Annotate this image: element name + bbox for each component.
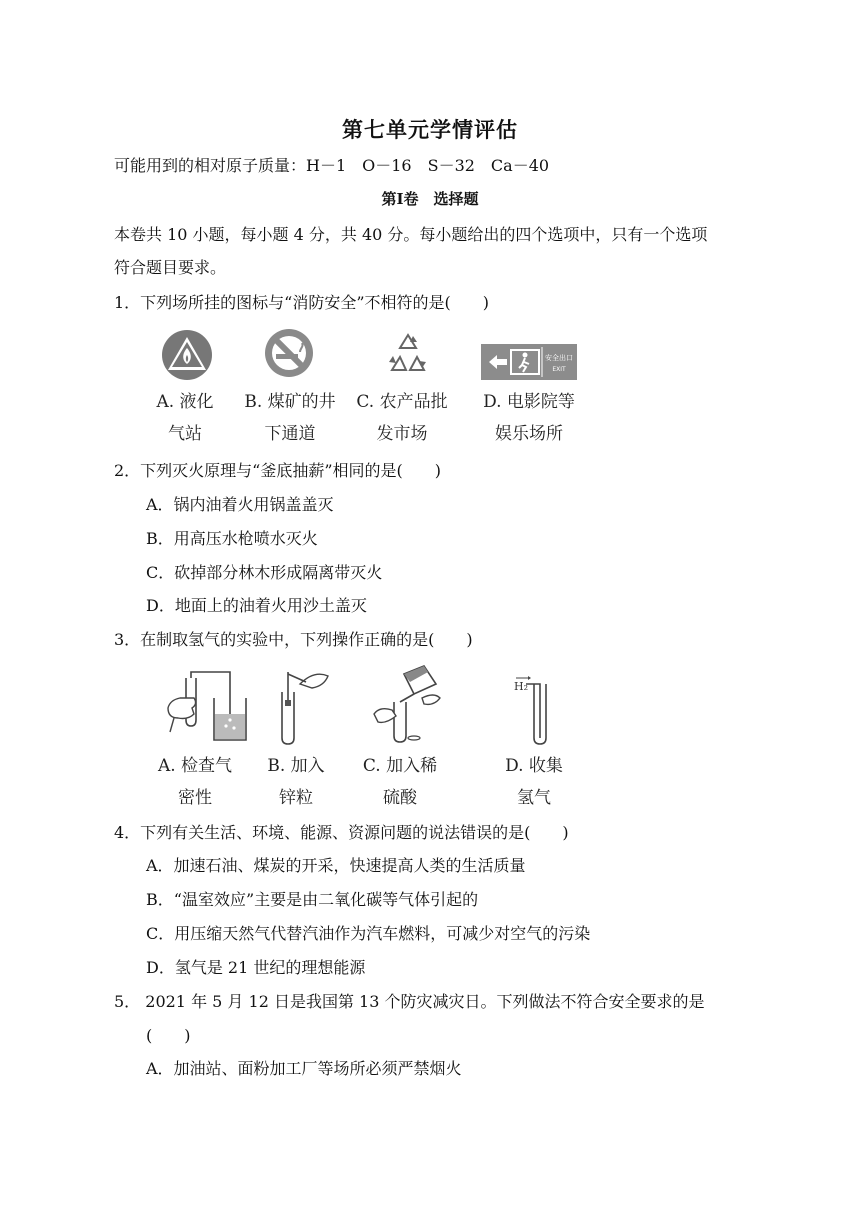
q1-option-a-image (160, 328, 214, 382)
question-1-stem: 1．下列场所挂的图标与“消防安全”不相符的是( ) (114, 293, 490, 312)
q2-option-a: A．锅内油着火用锅盖盖灭 (146, 495, 334, 514)
exit-sign-cn: 安全出口 (545, 354, 573, 362)
question-2-stem: 2．下列灭火原理与“釜底抽薪”相同的是( ) (114, 461, 442, 480)
pour-acid-tube-icon (370, 664, 444, 746)
atomic-mass-line: 可能用到的相对原子质量：H－1 O－16 S－32 Ca－40 (114, 156, 550, 175)
flammable-warning-icon (160, 328, 214, 382)
q4-option-c: C．用压缩天然气代替汽油作为汽车燃料，可减少对空气的污染 (146, 924, 591, 943)
q3-option-c-image (370, 664, 444, 746)
q3-option-c-caption: C. 加入稀 硫酸 (362, 756, 438, 808)
page-title: 第七单元学情评估 (342, 117, 518, 142)
q1-option-b-image (262, 326, 316, 380)
question-4-stem: 4．下列有关生活、环境、能源、资源问题的说法错误的是( ) (114, 823, 569, 842)
q3-option-a-caption: A. 检查气 密性 (157, 756, 233, 808)
exit-sign-en: EXIT (552, 366, 566, 373)
q1-option-d-image (481, 344, 577, 380)
q3-option-b-image (270, 666, 334, 746)
hydrogen-gas-label: H₂ (514, 680, 529, 693)
q3-option-b-caption: B. 加入 锌粒 (267, 756, 325, 808)
q4-option-a: A．加速石油、煤炭的开采，快速提高人类的生活质量 (146, 856, 526, 875)
q4-option-d: D．氢气是 21 世纪的理想能源 (146, 958, 366, 977)
q1-option-b-caption: B. 煤矿的井 下通道 (244, 392, 336, 444)
add-zinc-tube-icon (270, 666, 334, 746)
section-heading: 第Ⅰ卷 选择题 (381, 190, 479, 208)
question-5-stem: 5． 2021 年 5 月 12 日是我国第 13 个防灾减灾日。下列做法不符合安全要求的是 (114, 992, 705, 1011)
recycle-icon (384, 330, 432, 378)
q4-option-b: B．“温室效应”主要是由二氧化碳等气体引起的 (146, 890, 479, 909)
question-3-stem: 3．在制取氢气的实验中，下列操作正确的是( ) (114, 630, 473, 649)
q3-option-d-caption: D. 收集 氢气 (505, 756, 563, 808)
q2-option-c: C．砍掉部分林木形成隔离带灭火 (146, 563, 383, 582)
instructions-line-1: 本卷共 10 小题，每小题 4 分，共 40 分。每小题给出的四个选项中，只有一个选项 (114, 225, 708, 244)
no-smoking-icon (262, 326, 316, 380)
q1-option-d-caption: D. 电影院等 娱乐场所 (483, 392, 575, 444)
emergency-exit-sign-icon (481, 344, 577, 380)
q1-option-c-image (384, 330, 432, 378)
airtightness-check-apparatus-icon (164, 668, 250, 746)
q5-option-a: A．加油站、面粉加工厂等场所必须严禁烟火 (146, 1059, 462, 1078)
q3-option-d-image (512, 676, 556, 748)
collect-hydrogen-tube-icon (512, 676, 556, 748)
q3-option-a-image (164, 668, 250, 746)
question-5-stem-cont: ( ) (146, 1026, 191, 1045)
q2-option-b: B．用高压水枪喷水灭火 (146, 529, 318, 548)
instructions-line-2: 符合题目要求。 (114, 258, 227, 277)
q1-option-a-caption: A. 液化 气站 (156, 392, 214, 444)
q2-option-d: D．地面上的油着火用沙土盖灭 (146, 596, 367, 615)
q1-option-c-caption: C. 农产品批 发市场 (356, 392, 448, 444)
